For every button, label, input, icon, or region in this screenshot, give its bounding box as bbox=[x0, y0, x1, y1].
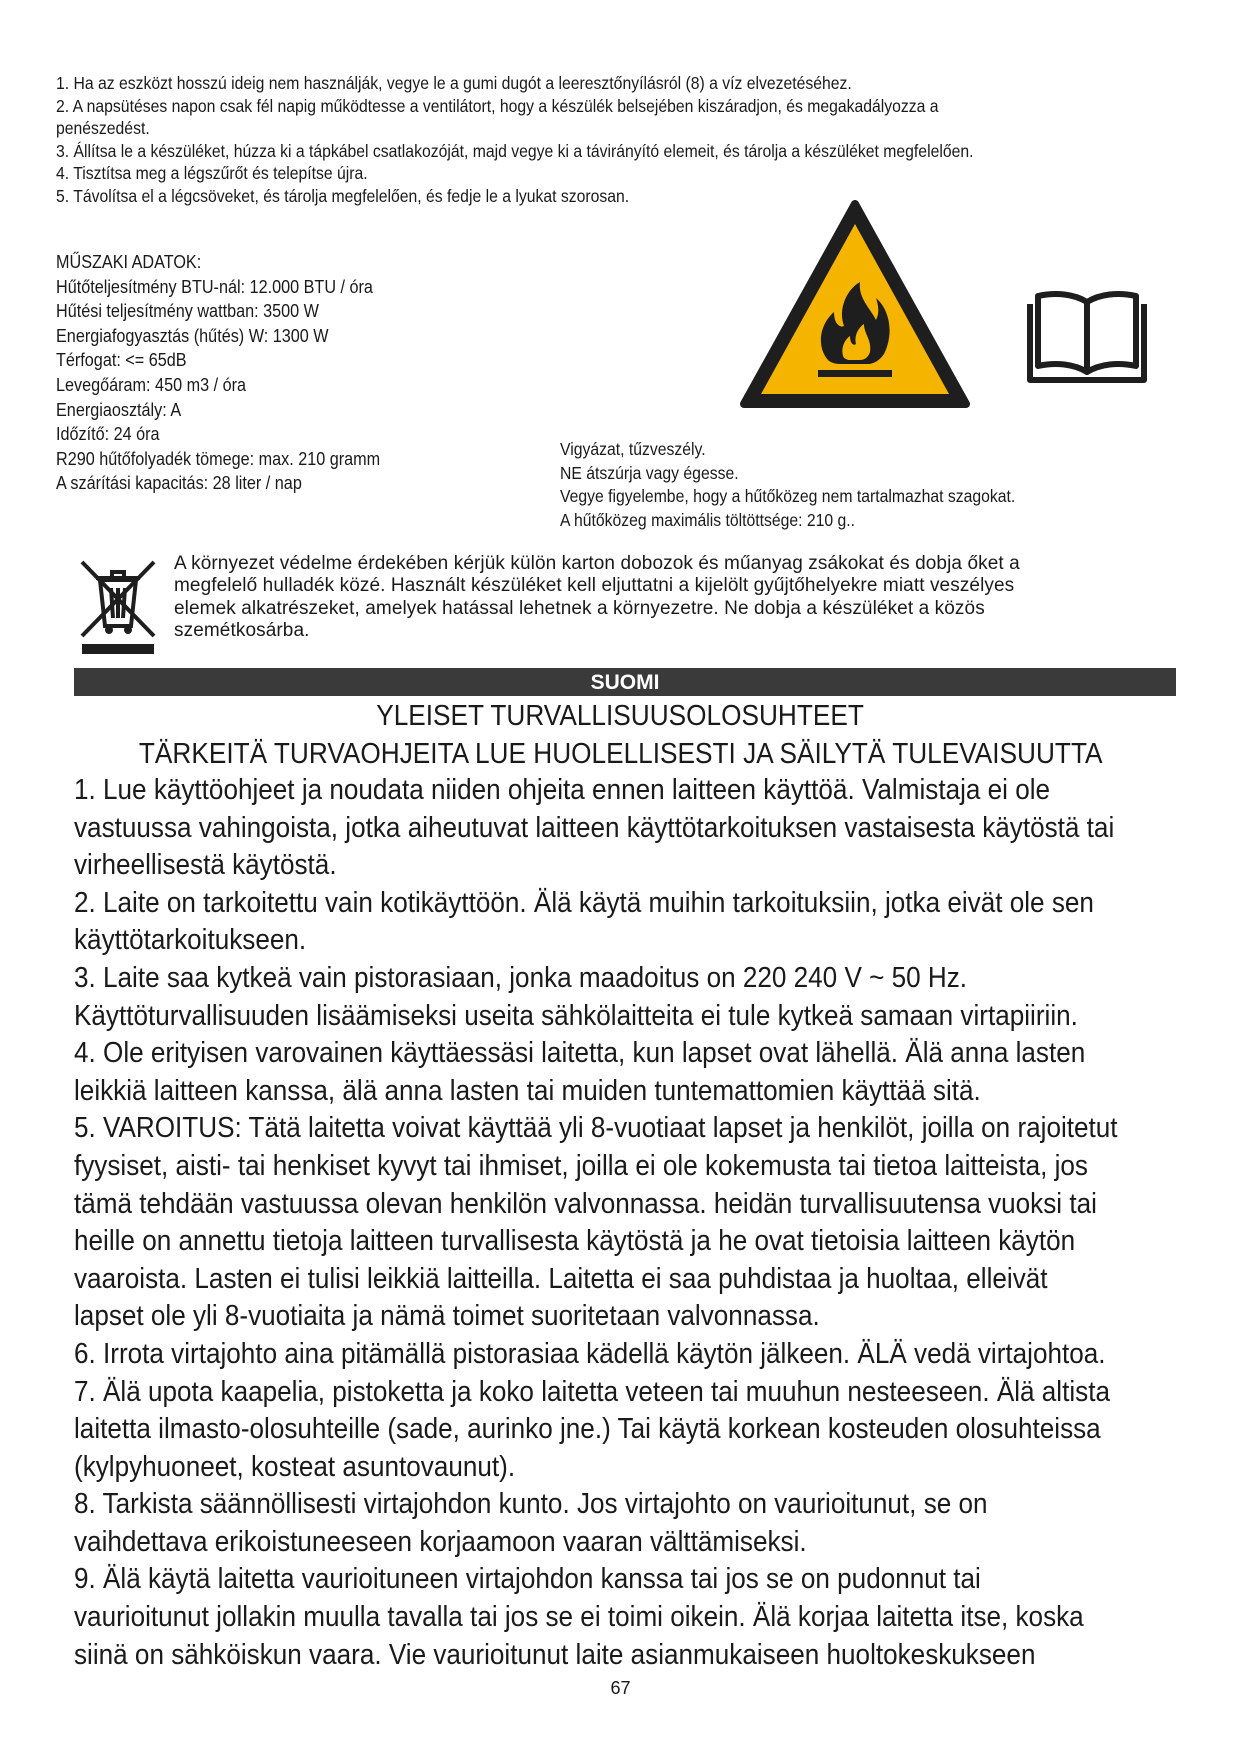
instruction-line: penészedést. bbox=[56, 118, 150, 138]
body-line: 1. Lue käyttöohjeet ja noudata niiden ohjeita ennen laitteen käyttöä. Valmistaja ei ole bbox=[74, 774, 1051, 806]
technical-specs bbox=[56, 250, 380, 496]
body-line: 7. Älä upota kaapelia, pistoketta ja koko laitetta veteen tai muuhun nesteeseen. Älä altista bbox=[74, 1375, 1110, 1408]
spec-line: Időzítő: 24 óra bbox=[56, 424, 160, 445]
spec-line: Hűtőteljesítmény BTU-nál: 12.000 BTU / óra bbox=[56, 276, 373, 297]
fire-warning-text bbox=[560, 438, 1015, 532]
section-title bbox=[0, 698, 1241, 734]
weee-line: elemek alkatrészeket, amelyek hatással lehetnek a környezetre. Ne dobja a készüléket a közös bbox=[174, 597, 985, 619]
body-line: käyttötarkoitukseen. bbox=[74, 924, 307, 957]
weee-disposal-text bbox=[174, 553, 1174, 643]
body-line: Käyttöturvallisuuden lisäämiseksi useita sähkölaitteita ei tule kytkeä samaan virtapiiriin. bbox=[74, 999, 1078, 1032]
body-line: 5. VAROITUS: Tätä laitetta voivat käyttää yli 8-vuotiaat lapset ja henkilöt, joilla on rajoitetut bbox=[74, 1112, 1118, 1145]
spec-line: A szárítási kapacitás: 28 liter / nap bbox=[56, 473, 302, 494]
body-line: lapset ole yli 8-vuotiaita ja nämä toimet suoritetaan valvonnassa. bbox=[74, 1300, 820, 1333]
maintenance-instructions bbox=[56, 72, 1091, 207]
body-line: vaurioitunut jollakin muulla tavalla tai jos se ei toimi oikein. Älä korjaa laitetta itse, koska bbox=[74, 1601, 1084, 1634]
page-number: 67 bbox=[610, 1678, 631, 1698]
specs-heading: MŰSZAKI ADATOK: bbox=[56, 252, 202, 272]
warning-line: Vigyázat, tűzveszély. bbox=[560, 439, 706, 459]
crossed-bin-icon bbox=[78, 556, 158, 656]
body-line: 9. Älä käytä laitetta vaurioituneen virtajohdon kanssa tai jos se on pudonnut tai bbox=[74, 1563, 981, 1596]
body-line: virheellisestä käytöstä. bbox=[74, 849, 337, 882]
body-line: vaaroista. Lasten ei tulisi leikkiä laitteilla. Laitetta ei saa puhdistaa ja huoltaa, elleivät bbox=[74, 1262, 1048, 1295]
instruction-line: 1. Ha az eszközt hosszú ideig nem használják, vegye le a gumi dugót a leeresztőnyílásról (8) a víz elvezetéséhez. bbox=[56, 73, 852, 93]
body-line: vaihdettava erikoistuneeseen korjaamoon vaaran välttämiseksi. bbox=[74, 1525, 807, 1558]
section-subtitle-text: TÄRKEITÄ TURVAOHJEITA LUE HUOLELLISESTI JA SÄILYTÄ TULEVAISUUTTA bbox=[138, 738, 1103, 770]
spec-line: Levegőáram: 450 m3 / óra bbox=[56, 374, 247, 395]
weee-line: szemétkosárba. bbox=[174, 620, 310, 642]
warning-line: NE átszúrja vagy égesse. bbox=[560, 462, 739, 483]
body-line: laitetta ilmasto-olosuhteille (sade, aurinko jne.) Tai käytä korkean kosteuden olosuhteissa bbox=[74, 1413, 1101, 1446]
weee-line: megfelelő hulladék közé. Használt készüléket kell eljuttatni a kijelölt gyűjtőhelyekre miatt veszélyes bbox=[174, 575, 1015, 597]
warning-line: Vegye figyelembe, hogy a hűtőközeg nem tartalmazhat szagokat. bbox=[560, 486, 1016, 507]
section-title-text: YLEISET TURVALLISUUSOLOSUHTEET bbox=[376, 700, 865, 732]
read-manual-icon bbox=[1026, 288, 1148, 386]
body-line: vastuussa vahingoista, jotka aiheutuvat laitteen käyttötarkoituksen vastaisesta käytöstä tai bbox=[74, 811, 1115, 844]
safety-instructions bbox=[74, 772, 1118, 1674]
body-line: fyysiset, aisti- tai henkiset kyvyt tai ihmiset, joilla ei ole kokemusta tai tietoa laitteista, jos bbox=[74, 1149, 1088, 1182]
body-line: heille on annettu tietoja laitteen turvallisesta käytöstä ja he ovat tietoisia laitteen käytön bbox=[74, 1225, 1076, 1258]
body-line: siinä on sähköiskun vaara. Vie vaurioitunut laite asianmukaiseen huoltokeskukseen bbox=[74, 1638, 1036, 1671]
weee-line: A környezet védelme érdekében kérjük külön karton dobozok és műanyag zsákokat és dobja őket a bbox=[174, 553, 1020, 574]
body-line: tämä tehdään vastuussa olevan henkilön valvonnassa. heidän turvallisuutensa vuoksi tai bbox=[74, 1187, 1097, 1220]
instruction-line: 4. Tisztítsa meg a légszűrőt és telepítse újra. bbox=[56, 163, 368, 183]
warning-line: A hűtőközeg maximális töltöttsége: 210 g.. bbox=[560, 509, 856, 530]
section-subtitle bbox=[0, 736, 1241, 772]
body-line: leikkiä laitteen kanssa, älä anna lasten tai muiden tuntemattomien käyttää sitä. bbox=[74, 1074, 981, 1107]
spec-line: Energiafogyasztás (hűtés) W: 1300 W bbox=[56, 325, 329, 346]
spec-line: Hűtési teljesítmény wattban: 3500 W bbox=[56, 301, 319, 322]
instruction-line: 2. A napsütéses napon csak fél napig működtesse a ventilátort, hogy a készülék belsejében kiszáradjon, és megakadályozza a bbox=[56, 95, 939, 116]
body-line: 3. Laite saa kytkeä vain pistorasiaan, jonka maadoitus on 220 240 V ~ 50 Hz. bbox=[74, 961, 968, 994]
language-section-header: SUOMI bbox=[74, 668, 1176, 696]
instruction-line: 5. Távolítsa el a légcsöveket, és tárolja megfelelően, és fedje le a lyukat szorosan. bbox=[56, 185, 630, 206]
body-line: 2. Laite on tarkoitettu vain kotikäyttöön. Älä käytä muihin tarkoituksiin, jotka eivät ole sen bbox=[74, 886, 1094, 919]
body-line: 8. Tarkista säännöllisesti virtajohdon kunto. Jos virtajohto on vaurioitunut, se on bbox=[74, 1488, 988, 1521]
spec-line: Energiaosztály: A bbox=[56, 399, 182, 420]
spec-line: Térfogat: <= 65dB bbox=[56, 350, 187, 371]
flammable-warning-icon bbox=[738, 198, 972, 412]
spec-line: R290 hűtőfolyadék tömege: max. 210 gramm bbox=[56, 448, 381, 469]
body-line: 6. Irrota virtajohto aina pitämällä pistorasiaa kädellä käytön jälkeen. ÄLÄ vedä virtajohtoa. bbox=[74, 1337, 1106, 1370]
body-line: 4. Ole erityisen varovainen käyttäessäsi laitetta, kun lapset ovat lähellä. Älä anna lasten bbox=[74, 1037, 1086, 1070]
body-line: (kylpyhuoneet, kosteat asuntovaunut). bbox=[74, 1450, 516, 1483]
instruction-line: 3. Állítsa le a készüléket, húzza ki a tápkábel csatlakozóját, majd vegye ki a távirányító elemeit, és tárolja a készüléket megfelelően. bbox=[56, 140, 974, 161]
